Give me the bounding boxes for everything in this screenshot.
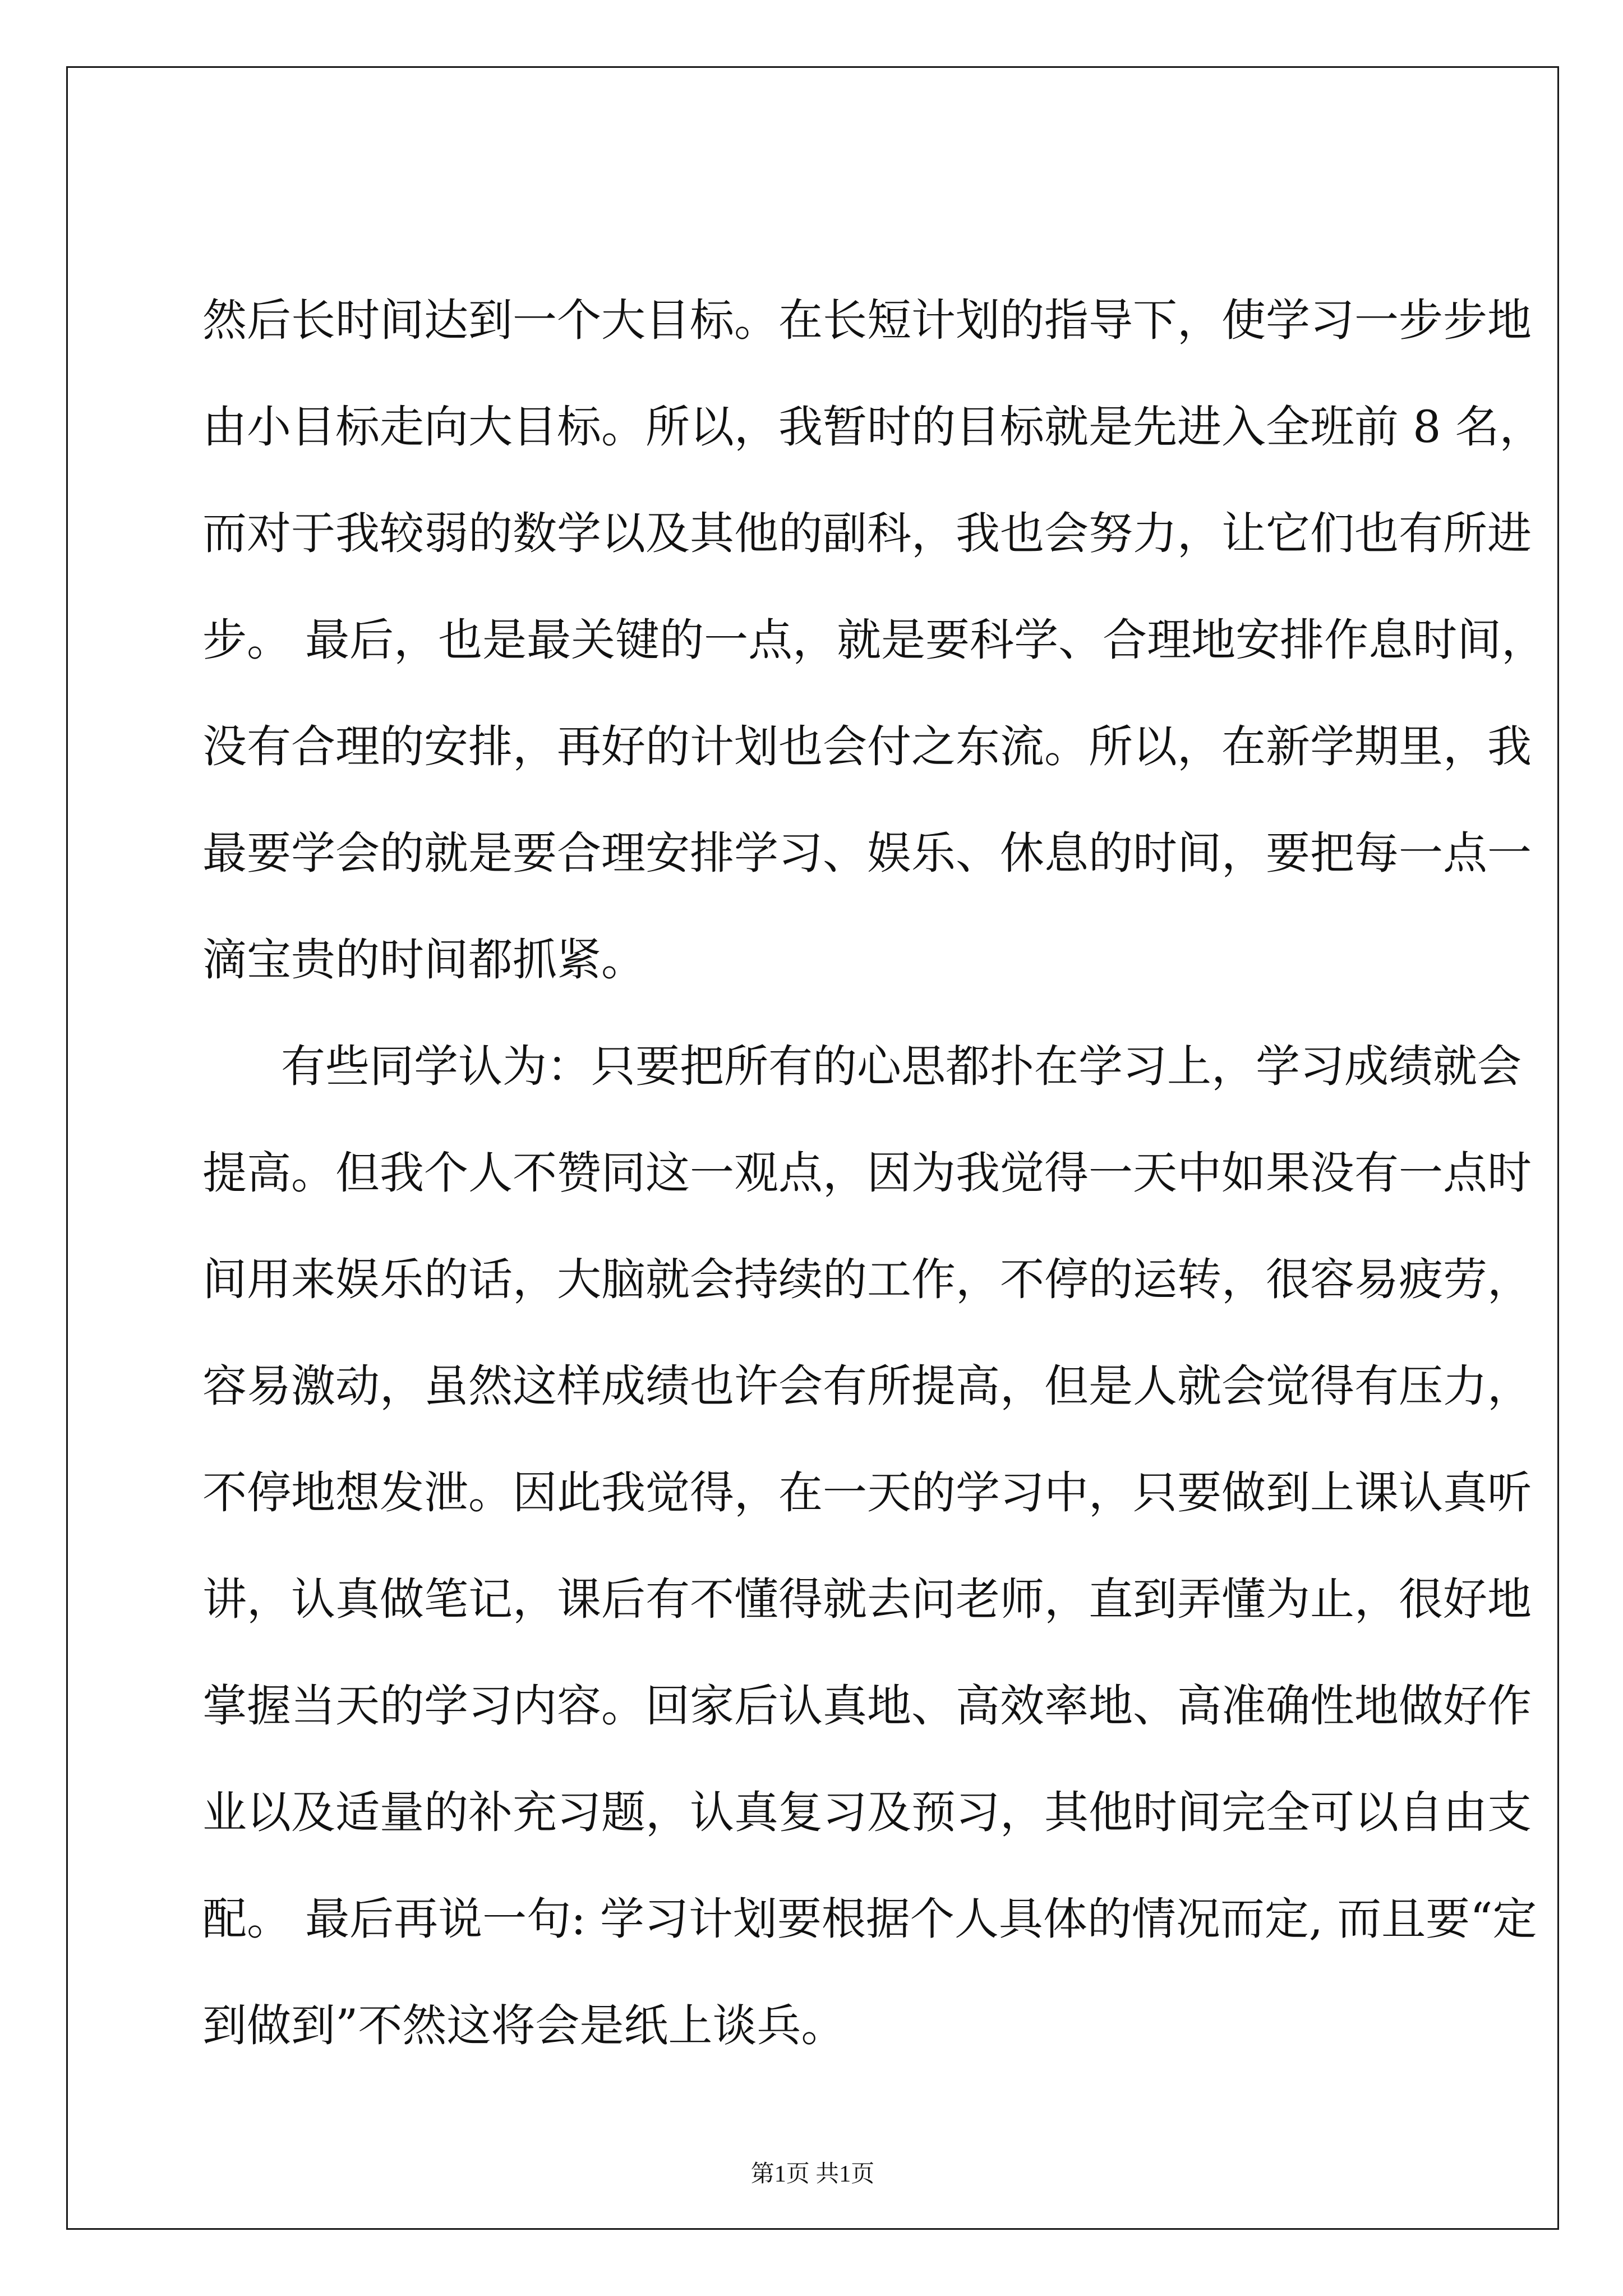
paragraph-first-line: 有些同学认为：只要把所有的心思都扑在学习上，学习成绩就会 (281, 1041, 1521, 1092)
text-line: 提高。但我个人不赞同这一观点，因为我觉得一天中如果没有一点时 (202, 1147, 1532, 1199)
text-line: 滴宝贵的时间都抓紧。 (202, 934, 645, 986)
text-line: 没有合理的安排，再好的计划也会付之东流。所以，在新学期里，我 (202, 721, 1532, 772)
text-line: 间用来娱乐的话，大脑就会持续的工作，不停的运转，很容易疲劳， (202, 1254, 1532, 1305)
text-line: 配。 最后再说一句: 学习计划要根据个人具体的情况而定, 而且要“定 (202, 1893, 1537, 1945)
page-frame (66, 66, 1559, 2230)
text-line: 最要学会的就是要合理安排学习、娱乐、休息的时间，要把每一点一 (202, 827, 1532, 879)
document-body (68, 68, 1557, 2228)
text-line: 而对于我较弱的数学以及其他的副科，我也会努力，让它们也有所进 (202, 508, 1532, 559)
text-line: 然后长时间达到一个大目标。在长短计划的指导下，使学习一步步地 (202, 295, 1532, 346)
text-line: 掌握当天的学习内容。回家后认真地、高效率地、高准确性地做好作 (202, 1680, 1532, 1732)
page-number-footer: 第1页 共1页 (750, 2161, 875, 2187)
text-line: 步。 最后，也是最关键的一点，就是要科学、合理地安排作息时间， (202, 614, 1546, 666)
text-line: 不停地想发泄。因此我觉得，在一天的学习中，只要做到上课认真听 (202, 1467, 1532, 1519)
text-line: 业以及适量的补充习题，认真复习及预习，其他时间完全可以自由支 (202, 1787, 1532, 1838)
text-line: 到做到”不然这将会是纸上谈兵。 (202, 2000, 846, 2051)
text-line: 讲，认真做笔记，课后有不懂得就去问老师，直到弄懂为止，很好地 (202, 1573, 1532, 1625)
text-line: 容易激动，虽然这样成绩也许会有所提高，但是人就会觉得有压力， (202, 1360, 1532, 1412)
text-line: 由小目标走向大目标。所以，我暂时的目标就是先进入全班前 8 名， (202, 401, 1544, 453)
